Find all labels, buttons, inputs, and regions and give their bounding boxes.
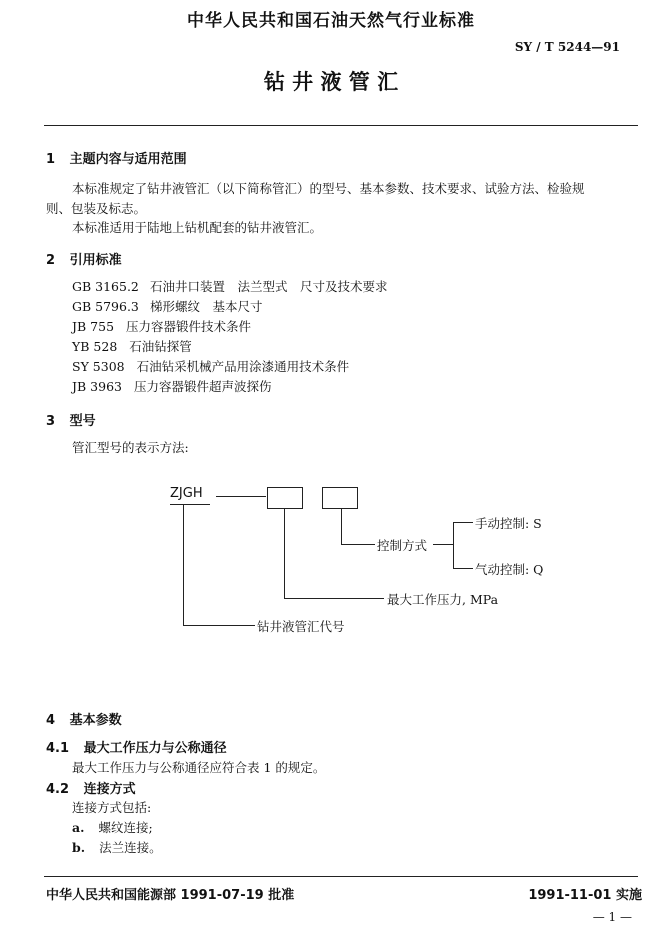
pneumatic-control-label: 气动控制: Q [475,562,544,577]
section-title: 基本参数 [69,713,122,728]
code-underline [170,504,210,505]
org-title: 中华人民共和国石油天然气行业标准 [187,11,475,31]
subsection-number: 4.1 [46,741,70,756]
model-code: ZJGH [170,486,203,501]
reference-code: YB 528 [72,339,118,354]
section-1-heading [46,148,187,167]
reference-code: GB 5796.3 [72,299,139,314]
reference-item [72,277,388,295]
max-pressure-label: 最大工作压力, MPa [387,592,499,607]
list-text: 螺纹连接; [98,820,153,835]
control-placeholder-box [322,487,358,509]
paragraph-line: 最大工作压力与公称通径应符合表 1 的规定。 [72,760,326,775]
list-item [72,818,153,836]
reference-item [72,297,263,315]
product-code-label: 钻井液管汇代号 [257,619,345,634]
reference-item [72,337,192,355]
subsection-title: 最大工作压力与公称通径 [83,741,227,756]
subsection-title: 连接方式 [83,782,136,797]
paragraph-line: 本标准适用于陆地上钻机配套的钻井液管汇。 [72,220,323,235]
page-number: — 1 — [592,910,632,924]
paragraph-line: 本标准规定了钻井液管汇（以下简称管汇）的型号、基本参数、技术要求、试验方法、检验规 [72,181,585,196]
section-number: 1 [46,152,56,167]
section-number: 3 [46,414,56,429]
control-mode-label: 控制方式 [377,538,428,553]
reference-item [72,357,349,375]
standard-number: SY / T 5244—91 [514,40,620,54]
code-leader-line [183,505,184,625]
subsection-number: 4.2 [46,782,70,797]
reference-code: SY 5308 [72,359,125,374]
document-title: 钻 井 液 管 汇 [263,70,399,94]
footer-divider [44,876,638,877]
section-title: 引用标准 [69,253,122,268]
control-leader-line [341,544,375,545]
reference-title: 压力容器锻件超声波探伤 [133,379,272,394]
paragraph-line: 管汇型号的表示方法: [72,440,189,455]
reference-title: 石油井口装置 法兰型式 尺寸及技术要求 [150,279,388,294]
paragraph-line: 连接方式包括: [72,800,152,815]
pressure-leader-line [284,508,285,598]
list-marker: a. [72,820,85,835]
control-branch-line [453,568,473,569]
section-4-heading [46,709,122,728]
reference-code: JB 755 [72,319,115,334]
section-title: 型号 [69,414,96,429]
reference-item [72,317,251,335]
reference-title: 石油钻探管 [129,339,192,354]
control-leader-line [341,508,342,544]
reference-title: 压力容器锻件技术条件 [126,319,252,334]
manual-control-label: 手动控制: S [475,516,542,531]
control-branch-line [453,522,473,523]
effective-date: 1991-11-01 实施 [528,888,642,903]
section-title: 主题内容与适用范围 [69,152,187,167]
section-3-heading [46,410,96,429]
list-marker: b. [72,840,86,855]
pressure-placeholder-box [267,487,303,509]
reference-title: 石油钻采机械产品用涂漆通用技术条件 [136,359,350,374]
paragraph-line: 则、包装及标志。 [46,201,147,216]
list-text: 法兰连接。 [99,840,162,855]
connector-line [216,496,266,497]
section-number: 2 [46,253,56,268]
approval-line: 中华人民共和国能源部 1991-07-19 批准 [46,888,295,903]
section-number: 4 [46,713,56,728]
list-item [72,838,162,856]
subsection-4-1-heading [46,737,227,756]
control-leader-line [433,544,453,545]
header-divider [44,125,638,126]
reference-item [72,377,272,395]
subsection-4-2-heading [46,778,136,797]
control-branch-line [453,522,454,568]
reference-code: GB 3165.2 [72,279,139,294]
reference-title: 梯形螺纹 基本尺寸 [150,299,263,314]
reference-code: JB 3963 [72,379,122,394]
code-leader-line [183,625,255,626]
pressure-leader-line [284,598,384,599]
section-2-heading [46,249,122,268]
